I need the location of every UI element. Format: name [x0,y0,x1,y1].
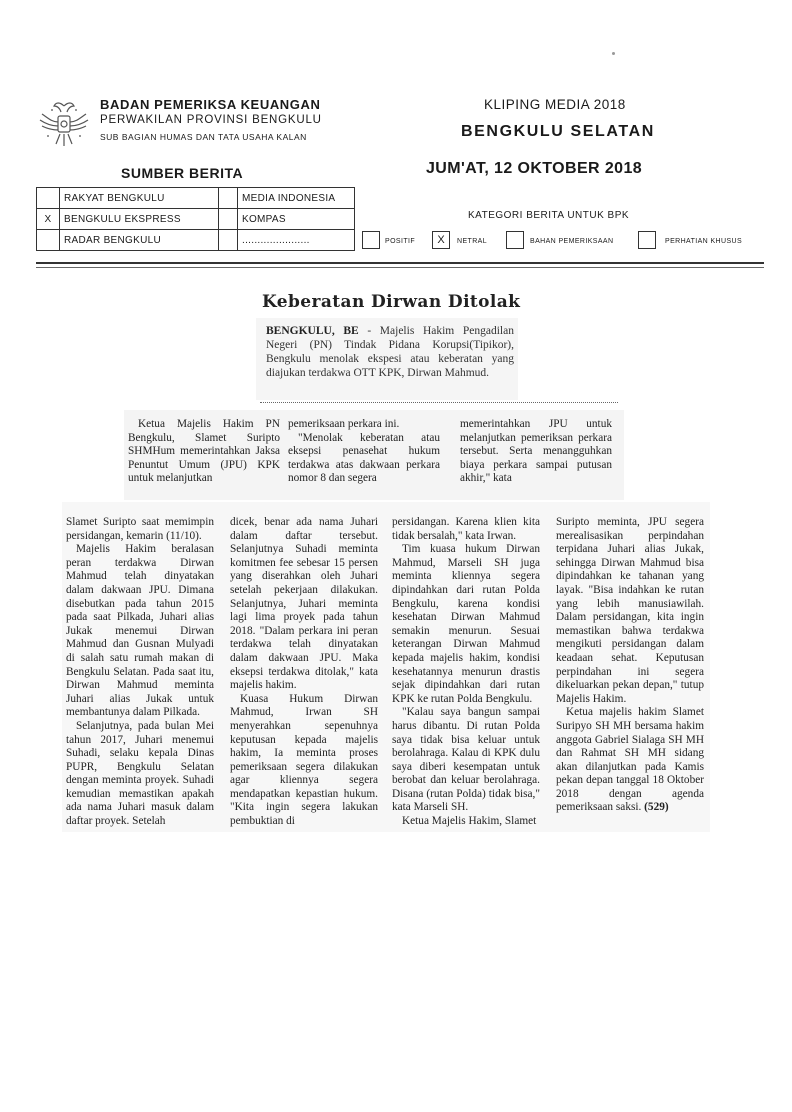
category-checkbox-perhatian-khusus[interactable] [638,231,656,249]
article-headline: Keberatan Dirwan Ditolak [262,292,521,312]
lead-text: - Majelis Hakim Pengadilan Negeri (PN) Tindak Pidana Korupsi(Tipikor), Bengkulu menolak ekspesi atau keberatan yang diajukan terdakwa OTT KPK, Dirwan Mahmud. [266,325,514,379]
header-divider [36,267,764,268]
category-label: POSITIF [385,238,416,245]
source-row [37,230,355,251]
lead-dateline: BENGKULU, BE [266,325,359,337]
paragraph: memerintahkan JPU untuk melanjutkan pemeriksan perkara tersebut. Serta menangguhkan biaya perkara sampai putusan akhir," kata [460,418,612,485]
source-name: RAKYAT BENGKULU [60,188,219,209]
category-label: PERHATIAN KHUSUS [665,238,743,245]
paragraph: Suripto meminta, JPU segera merealisasikan perpindahan terpidana Juhari alias Jukak, sehingga Dirwan Mahmud bisa dipindahkan ke tahanan yang layak. "Bisa indahkan ke rutan yang lebih manusiawilah. Dalam persidangan, kita ingin memastikan bahwa terdakwa mengikuti persidangan dalam keadaan sehat. Keputusan perpindahan ini segera dikeluarkan pekan depan," tutup Majelis Hakim. [556,516,704,705]
source-table [36,187,355,251]
paragraph: pemeriksaan perkara ini. [288,418,400,430]
paragraph: Ketua Majelis Hakim, Slamet [402,815,537,828]
article-column [128,418,280,486]
region-title: BENGKULU SELATAN [461,123,655,140]
paragraph: Ketua Majelis Hakim PN Bengkulu, Slamet Suripto SHMHum memerintahkan Jaksa Penuntut Umum (JPU) KPK untuk melanjutkan [128,418,280,485]
paragraph: dicek, benar ada nama Juhari dalam daftar tersebut. Selanjutnya Suhadi meminta komitmen fee sebesar 15 persen yang diserahkan oleh Juhari setelah pekerjaan dilakukan. Selanjutnya, Juhari meminta lagi lima proyek pada tahun 2018. "Dalam perkara ini peran terdakwa telah dinyatakan dalam dakwaan JPU. Maka eksepsi terdakwa ditolak," kata majelis hakim. [230,516,378,692]
category-label: BAHAN PEMERIKSAAN [530,238,614,245]
article-column [288,418,440,486]
article-column [556,516,704,815]
source-section-title: SUMBER BERITA [121,165,244,181]
paragraph: Tim kuasa hukum Dirwan Mahmud, Marseli SH juga meminta kliennya segera dipindahkan dari rutan Polda Bengkulu, karena kondisi kesehatan Dirwan Mahmud semakin menurun. Sesuai keterangan Dirwan Mahmud kepada majelis hakim, kondisi kesehatannya menurun drastis sejak dipindahkan dari rutan KPK ke rutan Polda Bengkulu. [392,543,540,705]
article-lead [266,324,514,380]
article-column [66,516,214,829]
paragraph: Kuasa Hukum Dirwan Mahmud, Irwan SH menyerahkan sepenuhnya keputusan kepada majelis hakim, Ia meminta proses pemeriksaan segera dilakukan agar kliennya segera mendapatkan kepastian hukum. "Kita ingin segera lakukan pembuktian di [230,692,378,828]
category-checkbox-bahan-pemeriksaan[interactable] [506,231,524,249]
source-name: BENGKULU EKSPRESS [60,209,219,230]
source-name: ...................... [238,230,355,251]
source-mark[interactable] [219,209,238,230]
paragraph: Majelis Hakim beralasan peran terdakwa Dirwan Mahmud telah dinyatakan dalam dakwaan JPU. Dimana disebutkan pada tahun 2015 pada saat Pilkada, Juhari alias Jukak menemui Dirwan Mahmud dan Gusnan Mulyadi di salah satu rumah makan di Bengkulu Selatan. Pada saat itu, Dirwan Mahmud meminta Juhari alias Jukak untuk membantunya dalam Pilkada. [66,543,214,719]
source-name: MEDIA INDONESIA [238,188,355,209]
article-code: (529) [644,801,669,814]
clipping-date: JUM'AT, 12 OKTOBER 2018 [426,160,643,177]
article-column [392,516,540,829]
source-mark[interactable] [219,230,238,251]
org-division: SUB BAGIAN HUMAS DAN TATA USAHA KALAN [100,132,307,142]
category-checkbox-positif[interactable] [362,231,380,249]
header-divider [36,262,764,264]
source-row [37,209,355,230]
source-mark[interactable] [219,188,238,209]
paragraph: Slamet Suripto saat memimpin persidangan, kemarin (11/10). [66,516,214,542]
category-label: NETRAL [457,238,488,245]
paragraph: Selanjutnya, pada bulan Mei tahun 2017, Juhari menemui Suhadi, selaku kepala Dinas PUPR, Bengkulu Selatan dengan meminta proyek. Suhadi kemudian memastikan apakah ada nama Juhari masuk dalam daftar proyek. Setelah [66,719,214,828]
paragraph: "Kalau saya bangun sampai harus dibantu. Di rutan Polda saya tidak bisa keluar untuk berolahraga. Kalau di KPK dulu saya diberi kesempatan untuk berobat dan keluar berolahraga. Disana (rutan Polda) tidak bisa," kata Marseli SH. [392,706,540,814]
source-mark[interactable]: X [37,209,60,230]
source-name: RADAR BENGKULU [60,230,219,251]
garuda-emblem-icon [34,92,94,152]
paragraph: persidangan. Karena klien kita tidak bersalah," kata Irwan. [392,516,540,542]
category-checkbox-netral[interactable]: X [432,231,450,249]
source-name: KOMPAS [238,209,355,230]
source-mark[interactable] [37,188,60,209]
kliping-title: KLIPING MEDIA 2018 [484,97,626,112]
paragraph [556,706,704,815]
paragraph: "Menolak keberatan atau eksepsi penasehat hukum terdakwa atas dakwaan perkara nomor 8 dan segera [288,431,440,485]
lead-separator [260,402,618,403]
article-column [230,516,378,829]
source-row [37,188,355,209]
paragraph-text: Ketua majelis hakim Slamet Suripyo SH MH bersama hakim anggota Gabriel Sialaga SH MH dan Rahmat SH MH sidang akan dilanjutkan pada Kamis pekan depan tanggal 18 Oktober 2018 dengan agenda pemeriksaan saksi. [556,706,704,814]
article-column [460,418,612,486]
org-branch: PERWAKILAN PROVINSI BENGKULU [100,114,322,126]
org-name: BADAN PEMERIKSA KEUANGAN [100,97,321,112]
scan-speck [612,52,615,55]
category-title: KATEGORI BERITA UNTUK BPK [468,210,630,221]
source-mark[interactable] [37,230,60,251]
